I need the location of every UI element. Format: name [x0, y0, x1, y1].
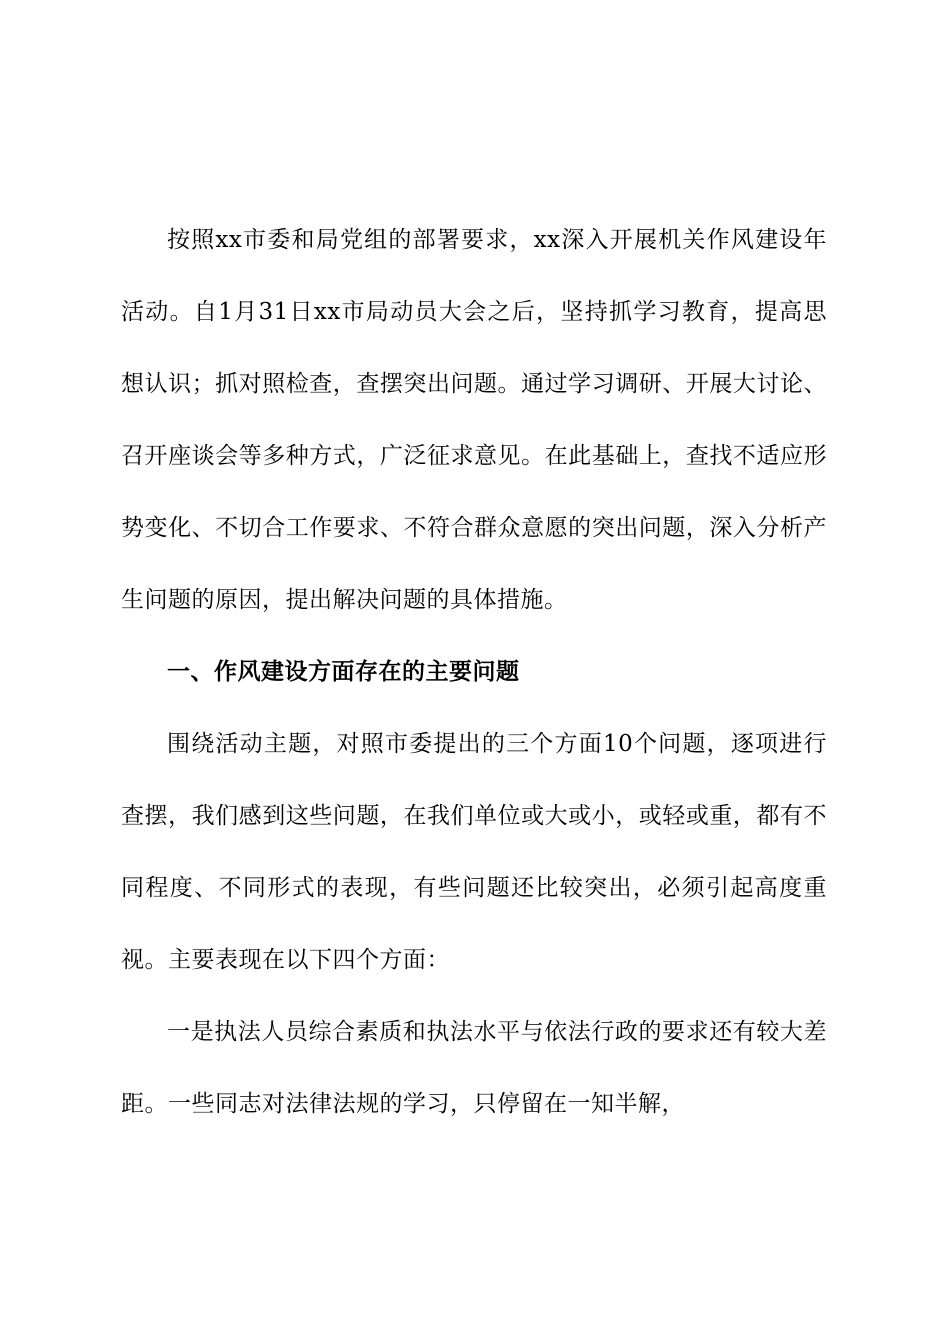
body-paragraph: 一是执法人员综合素质和执法水平与依法行政的要求还有较大差距。一些同志对法律法规的学习，只停留在一知半解，: [121, 1019, 827, 1117]
intro-paragraph: 按照xx市委和局党组的部署要求，xx深入开展机关作风建设年活动。自1月31日xx市局动员大会之后，坚持抓学习教育，提高思想认识；抓对照检查，查摆突出问题。通过学习调研、开展大讨论、召开座谈会等多种方式，广泛征求意见。在此基础上，查找不适应形势变化、不切合工作要求、不符合群众意愿的突出问题，深入分析产生问题的原因，提出解决问题的具体措施。: [121, 227, 827, 613]
document-body: [121, 204, 827, 1140]
section-heading: 一、作风建设方面存在的主要问题: [167, 658, 520, 685]
body-paragraph: 围绕活动主题，对照市委提出的三个方面10个问题，逐项进行查摆，我们感到这些问题，在我们单位或大或小，或轻或重，都有不同程度、不同形式的表现，有些问题还比较突出，必须引起高度重视。主要表现在以下四个方面：: [121, 731, 827, 973]
